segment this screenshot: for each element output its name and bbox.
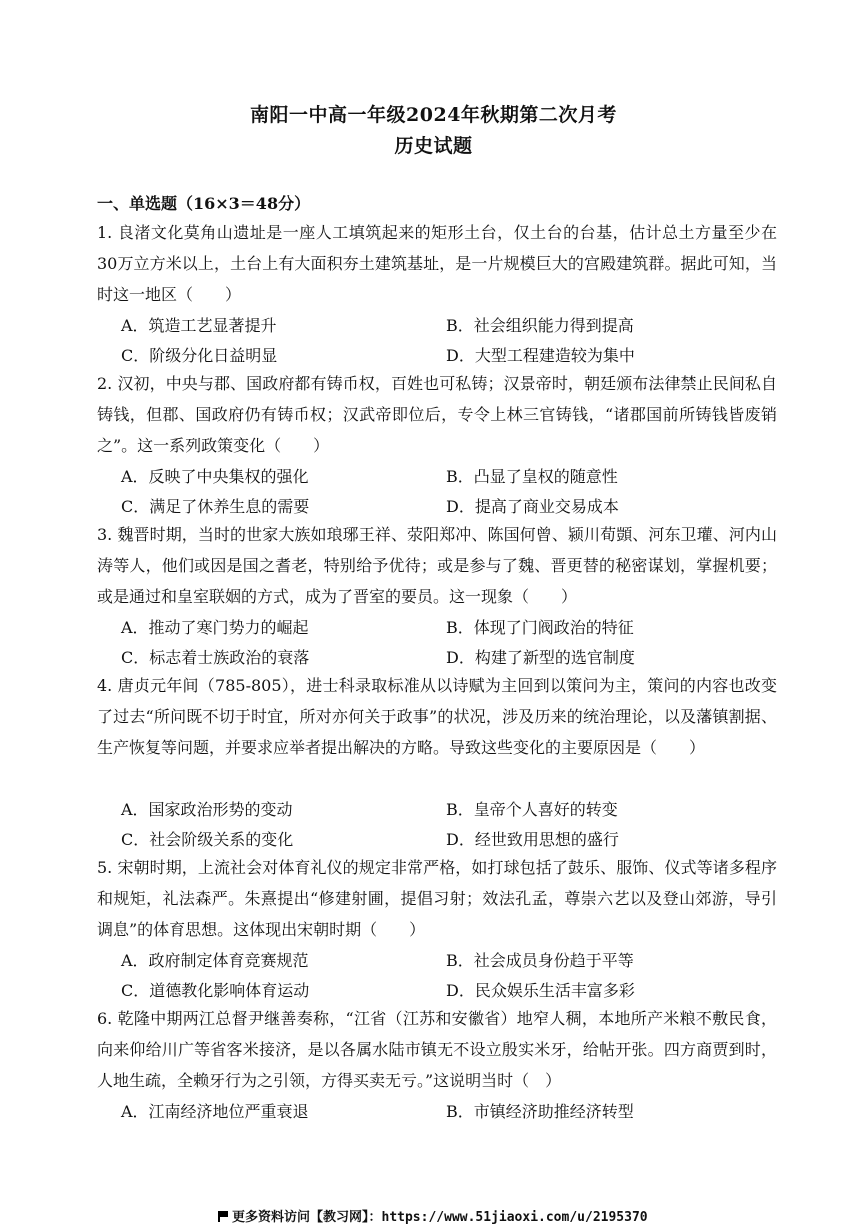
q5-option-c: C．道德教化影响体育运动 [121, 981, 310, 1000]
q1-option-b: B．社会组织能力得到提高 [446, 316, 634, 335]
q1-option-a: A．筑造工艺显著提升 [121, 316, 277, 335]
exam-subtitle: 历史试题 [394, 135, 473, 157]
q4-option-c: C．社会阶级关系的变化 [121, 830, 294, 849]
q3-option-c: C．标志着士族政治的衰落 [121, 648, 310, 667]
section-heading: 一、单选题（16×3＝48分） [97, 194, 311, 213]
q5-option-d: D．民众娱乐生活丰富多彩 [446, 981, 635, 1000]
q3-option-d: D．构建了新型的选官制度 [446, 648, 635, 667]
question-4-stem: 4. 唐贞元年间（785-805），进士科录取标准从以诗赋为主回到以策问为主，策问的内容也改变了过去“所问既不切于时宜，所对亦何关于政事”的状况，涉及历来的统治理论，以及藩镇割据、生产恢复等问题，并要求应举者提出解决的方略。导致这些变化的主要原因是（ ） [97, 676, 777, 758]
q6-option-b: B．市镇经济助推经济转型 [446, 1102, 634, 1121]
q2-option-c: C．满足了休养生息的需要 [121, 497, 310, 516]
q6-option-a: A．江南经济地位严重衰退 [121, 1102, 309, 1121]
q1-option-c: C．阶级分化日益明显 [121, 346, 278, 365]
question-6-stem: 6. 乾隆中期两江总督尹继善奏称，“江省（江苏和安徽省）地窄人稠，本地所产米粮不敷民食，向来仰给川广等省客米接济，是以各属水陆市镇无不设立殷实米牙，给帖开张。四方商贾到时，人地生疏，全赖牙行为之引领，方得买卖无亏。”这说明当时（ ） [97, 1009, 777, 1091]
footer-text: 更多资料访问【教习网】：https://www.51jiaoxi.com/u/2195370 [232, 1210, 648, 1225]
question-2-stem: 2. 汉初，中央与郡、国政府都有铸币权，百姓也可私铸；汉景帝时，朝廷颁布法律禁止民间私自铸钱，但郡、国政府仍有铸币权；汉武帝即位后，专令上林三官铸钱，“诸郡国前所铸钱皆废销之”。这一系列政策变化（ ） [97, 374, 777, 456]
q4-option-d: D．经世致用思想的盛行 [446, 830, 619, 849]
exam-title: 南阳一中高一年级2024年秋期第二次月考 [250, 104, 617, 126]
question-1-stem: 1. 良渚文化莫角山遗址是一座人工填筑起来的矩形土台，仅土台的台基，估计总土方量至少在30万立方米以上，土台上有大面积夯土建筑基址，是一片规模巨大的宫殿建筑群。据此可知，当时这一地区（ ） [97, 223, 777, 305]
question-3-stem: 3. 魏晋时期，当时的世家大族如琅琊王祥、荥阳郑冲、陈国何曾、颍川荀顗、河东卫瓘、河内山涛等人，他们或因是国之耆老，特别给予优待；或是参与了魏、晋更替的秘密谋划，掌握机要；或是通过和皇室联姻的方式，成为了晋室的要员。这一现象（ ） [97, 525, 777, 607]
flag-icon [218, 1211, 228, 1222]
q5-option-a: A．政府制定体育竞赛规范 [121, 951, 309, 970]
q3-option-a: A．推动了寒门势力的崛起 [121, 618, 309, 637]
q3-option-b: B．体现了门阀政治的特征 [446, 618, 634, 637]
q4-option-a: A．国家政治形势的变动 [121, 800, 293, 819]
q2-option-d: D．提高了商业交易成本 [446, 497, 619, 516]
q2-option-a: A．反映了中央集权的强化 [121, 467, 309, 486]
footer-link[interactable] [218, 1206, 648, 1225]
q2-option-b: B．凸显了皇权的随意性 [446, 467, 618, 486]
q1-option-d: D．大型工程建造较为集中 [446, 346, 635, 365]
q5-option-b: B．社会成员身份趋于平等 [446, 951, 634, 970]
question-5-stem: 5. 宋朝时期，上流社会对体育礼仪的规定非常严格，如打球包括了鼓乐、服饰、仪式等诸多程序和规矩，礼法森严。朱熹提出“修建射圃，提倡习射；效法孔孟，尊崇六艺以及登山郊游，导引调息”的体育思想。这体现出宋朝时期（ ） [97, 858, 777, 940]
q4-option-b: B．皇帝个人喜好的转变 [446, 800, 618, 819]
